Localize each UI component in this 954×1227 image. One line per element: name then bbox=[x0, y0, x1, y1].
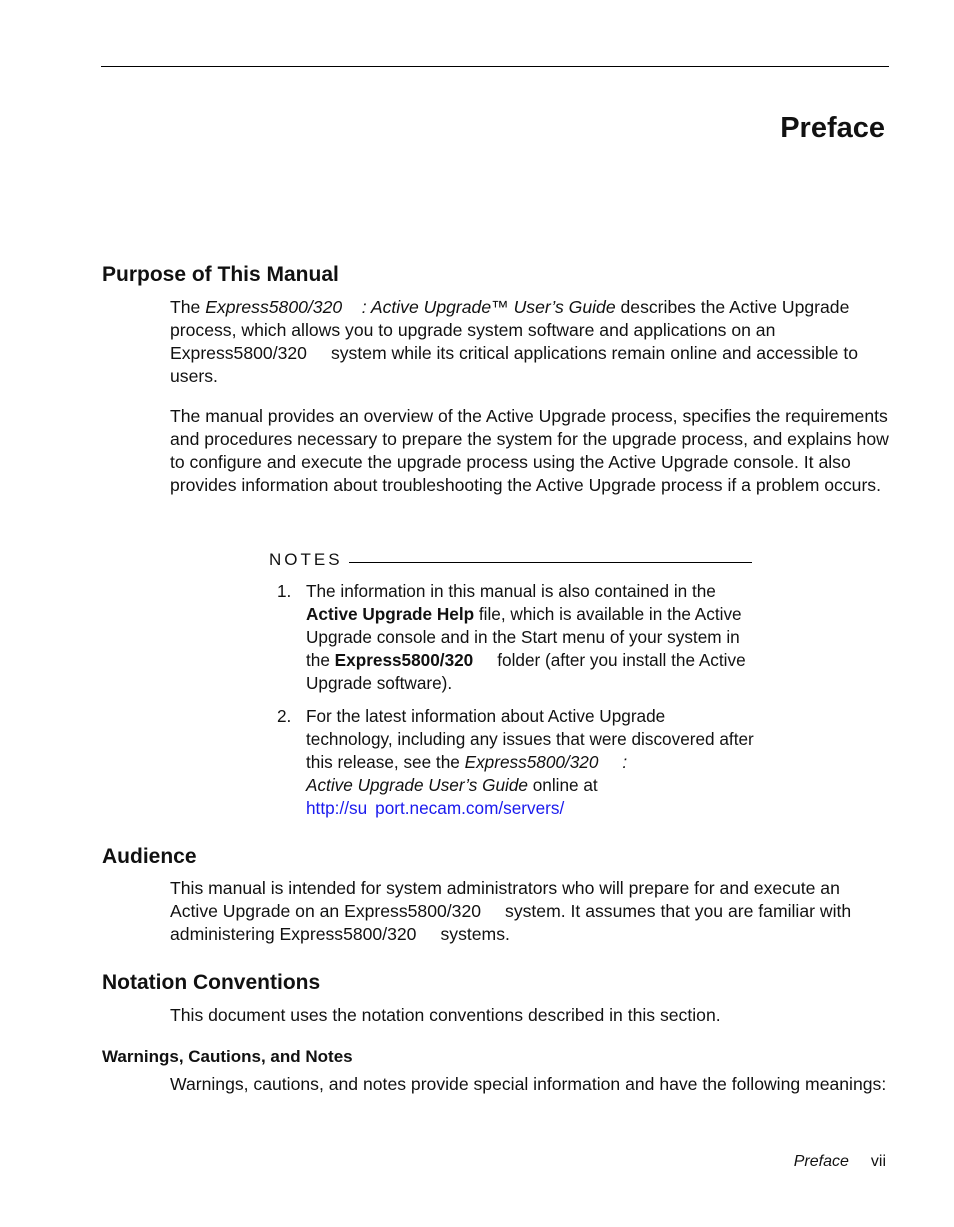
purpose-paragraph-2: The manual provides an overview of the Active Upgrade process, specifies the requirements and procedures necessary to prepare the system for the upgrade process, and explains how to configure and execute the upgrade process using the Active Upgrade console. It also provides information about troubleshooting the Active Upgrade process if a problem occurs. bbox=[170, 406, 889, 495]
note-number: 1. bbox=[277, 581, 292, 601]
text: file, which is available in the Active Upgrade console and in the Start menu of your system in the bbox=[306, 604, 742, 670]
text: describes the Active Upgrade process, which allows you to upgrade system software and applications on an Express5800/320 bbox=[170, 297, 850, 363]
purpose-heading: Purpose of This Manual bbox=[102, 263, 339, 286]
text: For the latest information about Active Upgrade technology, including any issues that were discovered after this release, see the bbox=[306, 706, 754, 772]
notes-label: NOTES bbox=[269, 550, 349, 569]
notation-heading: Notation Conventions bbox=[102, 971, 321, 994]
guide-title: Express5800/320 : Active Upgrade™ User’s Guide bbox=[205, 297, 616, 317]
header-rule bbox=[101, 66, 889, 67]
text: folder (after you install the Active Upgrade software). bbox=[306, 650, 746, 693]
text: systems. bbox=[440, 924, 510, 944]
help-file-name: Active Upgrade Help bbox=[306, 604, 475, 624]
warnings-heading: Warnings, Cautions, and Notes bbox=[102, 1047, 353, 1066]
support-link[interactable]: http://su bbox=[306, 798, 368, 818]
notes-header bbox=[269, 550, 752, 572]
page-number: vii bbox=[870, 1153, 886, 1170]
note-item-2 bbox=[306, 705, 754, 820]
note-number: 2. bbox=[277, 706, 292, 726]
text: online at bbox=[527, 775, 598, 795]
text: This manual is intended for system administrators who will prepare for and execute an Active Upgrade on an Express5800/320 bbox=[170, 878, 840, 921]
footer-section: Preface bbox=[793, 1153, 849, 1170]
text: The information in this manual is also contained in the bbox=[306, 581, 716, 601]
text: system. It assumes that you are familiar with administering Express5800/320 bbox=[170, 901, 852, 944]
guide-title: Active Upgrade User’s Guide bbox=[306, 775, 528, 795]
purpose-paragraph-1 bbox=[170, 296, 890, 388]
page-footer bbox=[794, 1153, 886, 1171]
audience-paragraph bbox=[170, 877, 890, 946]
support-link[interactable]: port.necam.com/servers/ bbox=[375, 798, 565, 818]
guide-title: Express5800/320 bbox=[464, 752, 599, 772]
guide-title: : bbox=[622, 752, 628, 772]
folder-name: Express5800/320 bbox=[334, 650, 474, 670]
text: system while its critical applications remain online and accessible to users. bbox=[170, 343, 859, 386]
notation-paragraph: This document uses the notation conventions described in this section. bbox=[170, 1005, 721, 1025]
audience-heading: Audience bbox=[102, 845, 197, 868]
note-item-1 bbox=[306, 580, 754, 695]
warnings-paragraph: Warnings, cautions, and notes provide special information and have the following meanings: bbox=[170, 1074, 887, 1094]
page-title: Preface bbox=[780, 112, 885, 144]
text: The bbox=[170, 297, 206, 317]
